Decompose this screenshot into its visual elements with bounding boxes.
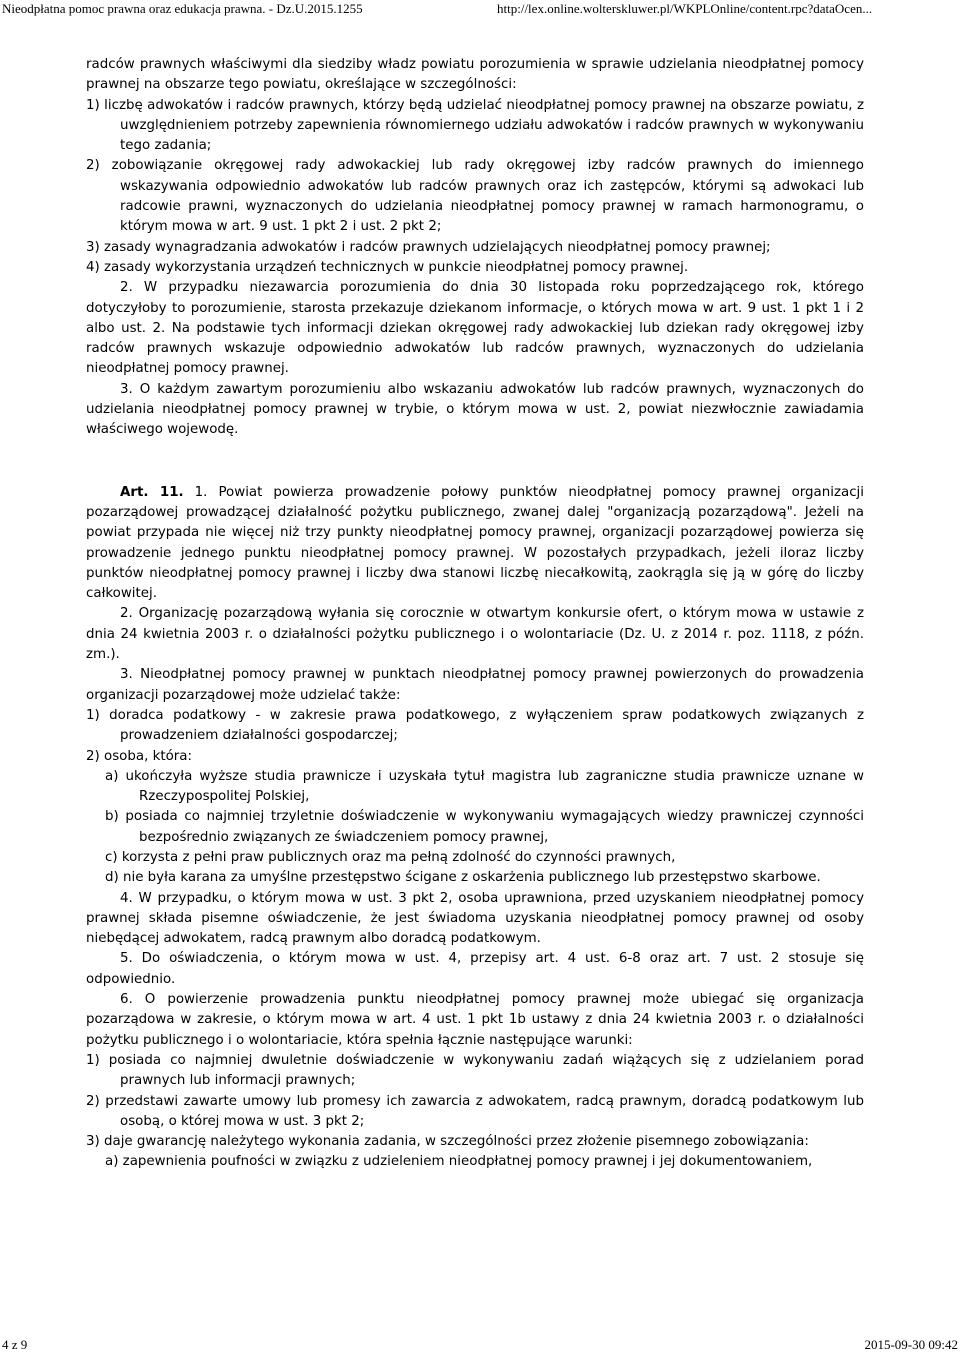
print-header bbox=[0, 0, 960, 18]
paragraph: 5. Do oświadczenia, o którym mowa w ust. 4, przepisy art. 4 ust. 6-8 oraz art. 7 ust. 2 stosuje się odpowiednio. bbox=[86, 951, 864, 987]
header-url: http://lex.online.wolterskluwer.pl/WKPLOnline/content.rpc?dataOcen... bbox=[497, 1, 873, 16]
list-item: 1) posiada co najmniej dwuletnie doświadczenie w wykonywaniu zadań wiążących się z udzielaniem porad prawnych lub informacji prawnych; bbox=[86, 1052, 864, 1089]
sub-list-item: a) zapewnienia poufności w związku z udzieleniem nieodpłatnej pomocy prawnej i jej dokumentowaniem, bbox=[105, 1154, 813, 1170]
list-item: 1) liczbę adwokatów i radców prawnych, którzy będą udzielać nieodpłatnej pomocy prawnej na obszarze powiatu, z uwzględnieniem potrzeby zapewnienia równomiernego udziału adwokatów i radców prawnych w wykonywaniu tego zadania; bbox=[86, 97, 864, 154]
paragraph: radców prawnych właściwymi dla siedziby władz powiatu porozumienia w sprawie udzielania nieodpłatnej pomocy prawnej na obszarze tego powiatu, określające w szczególności: bbox=[86, 57, 864, 93]
list-item: 2) przedstawi zawarte umowy lub promesy ich zawarcia z adwokatem, radcą prawnym, doradcą podatkowym lub osobą, o której mowa w ust. 3 pkt 2; bbox=[86, 1093, 864, 1129]
list-item: 4) zasady wykorzystania urządzeń technicznych w punkcie nieodpłatnej pomocy prawnej. bbox=[86, 259, 689, 275]
print-footer bbox=[0, 1336, 960, 1354]
list-item: 2) zobowiązanie okręgowej rady adwokackiej lub rady okręgowej izby radców prawnych do imiennego wskazywania odpowiednio adwokatów lub radców prawnych oraz ich zastępców, którymi są adwokaci lub radcowie prawni, wyznaczonych do udzielania nieodpłatnej pomocy prawnej w ramach harmonogramu, o którym mowa w art. 9 ust. 1 pkt 2 i ust. 2 pkt 2; bbox=[86, 158, 864, 235]
paragraph: 3. O każdym zawartym porozumieniu albo wskazaniu adwokatów lub radców prawnych, wyznaczonych do udzielania nieodpłatnej pomocy prawnej w trybie, o którym mowa w ust. 2, powiat niezwłocznie zawiadamia właściwego wojewodę. bbox=[86, 381, 864, 438]
article-heading: Art. 11. bbox=[120, 484, 184, 500]
list-item: 1) doradca podatkowy - w zakresie prawa podatkowego, z wyłączeniem spraw podatkowych związanych z prowadzeniem działalności gospodarczej; bbox=[86, 707, 864, 744]
sub-list-item: c) korzysta z pełni praw publicznych oraz ma pełną zdolność do czynności prawnych, bbox=[105, 849, 676, 865]
paragraph: 2. Organizację pozarządową wyłania się corocznie w otwartym konkursie ofert, o którym mowa w ustawie z dnia 24 kwietnia 2003 r. o działalności pożytku publicznego i o wolontariacie (Dz. U. z 2014 r. poz. 1118, z późn. zm.). bbox=[86, 606, 864, 663]
document-body bbox=[86, 55, 864, 1173]
sub-list-item: a) ukończyła wyższe studia prawnicze i uzyskała tytuł magistra lub zagraniczne studia prawnicze uznane w Rzeczypospolitej Polskiej, bbox=[105, 768, 864, 805]
article-text: 1. Powiat powierza prowadzenie połowy punktów nieodpłatnej pomocy prawnej organizacji pozarządowej prowadzącej działalność pożytku publicznego, zwanej dalej "organizacją pozarządową". Jeżeli na powiat przypada nie więcej niż trzy punkty nieodpłatnej pomocy prawnej, organizacji pozarządowej powierza się prowadzenie jednego punktu nieodpłatnej pomocy prawnej. W pozostałych przypadkach, jeżeli iloraz liczby punktów nieodpłatnej pomocy prawnej i liczby dwa stanowi liczbę niecałkowitą, zaokrągla się ją w górę do liczby całkowitej. bbox=[86, 484, 865, 602]
list-item: 3) daje gwarancję należytego wykonania zadania, w szczególności przez złożenie pisemnego zobowiązania: bbox=[86, 1134, 809, 1150]
page-counter: 4 z 9 bbox=[2, 1337, 28, 1352]
paragraph: 3. Nieodpłatnej pomocy prawnej w punktach nieodpłatnej pomocy prawnej powierzonych do prowadzenia organizacji pozarządowej może udzielać także: bbox=[86, 667, 864, 703]
header-title: Nieodpłatna pomoc prawna oraz edukacja prawna. - Dz.U.2015.1255 bbox=[2, 1, 363, 16]
sub-list-item: b) posiada co najmniej trzyletnie doświadczenie w wykonywaniu wymagających wiedzy prawniczej czynności bezpośrednio związanych ze świadczeniem pomocy prawnej, bbox=[105, 809, 864, 845]
paragraph: 4. W przypadku, o którym mowa w ust. 3 pkt 2, osoba uprawniona, przed uzyskaniem nieodpłatnej pomocy prawnej składa pisemne oświadczenie, że jest świadoma uzyskania nieodpłatnej pomocy prawnej od osoby niebędącej adwokatem, radcą prawnym albo doradcą podatkowym. bbox=[86, 890, 864, 947]
list-item: 2) osoba, która: bbox=[86, 748, 193, 764]
section-gap bbox=[86, 441, 864, 483]
list-item: 3) zasady wynagradzania adwokatów i radców prawnych udzielających nieodpłatnej pomocy prawnej; bbox=[86, 239, 771, 255]
paragraph: 2. W przypadku niezawarcia porozumienia do dnia 30 listopada roku poprzedzającego rok, którego dotyczyłoby to porozumienie, starosta przekazuje dziekanom informacje, o których mowa w art. 9 ust. 1 pkt 1 i 2 albo ust. 2. Na podstawie tych informacji dziekan okręgowej rady adwokackiej lub dziekan rady okręgowej izby radców prawnych wskazuje odpowiednio adwokatów lub radców prawnych, wyznaczonych do udzielania nieodpłatnej pomocy prawnej. bbox=[86, 280, 864, 377]
paragraph: 6. O powierzenie prowadzenia punktu nieodpłatnej pomocy prawnej może ubiegać się organizacja pozarządowa w zakresie, o którym mowa w art. 4 ust. 1 pkt 1b ustawy z dnia 24 kwietnia 2003 r. o działalności pożytku publicznego i o wolontariacie, która spełnia łącznie następujące warunki: bbox=[86, 992, 864, 1048]
print-timestamp: 2015-09-30 09:42 bbox=[864, 1337, 958, 1352]
sub-list-item: d) nie była karana za umyślne przestępstwo ścigane z oskarżenia publicznego lub przestępstwo skarbowe. bbox=[105, 870, 821, 886]
article-paragraph bbox=[86, 483, 864, 605]
